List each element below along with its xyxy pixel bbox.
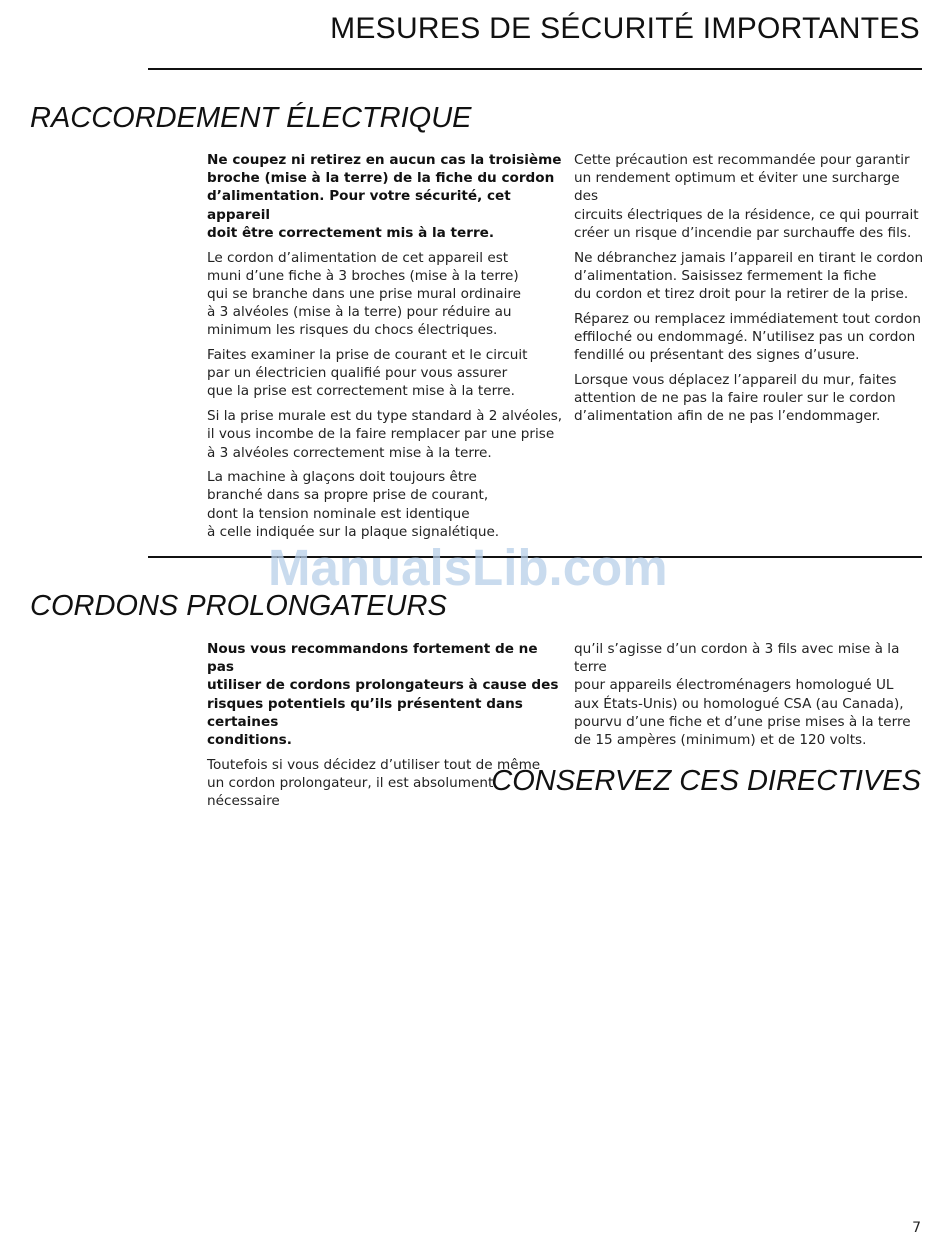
section-heading-cordons: CORDONS PROLONGATEURS	[30, 590, 447, 622]
text-line: d’alimentation. Pour votre sécurité, cet appareil	[207, 188, 511, 223]
text-line: muni d’une fiche à 3 broches (mise à la terre)	[207, 267, 519, 284]
section1-paragraph	[574, 151, 926, 242]
text-line: à 3 alvéoles correctement mise à la terre.	[207, 444, 492, 461]
text-line: risques potentiels qu’ils présentent dans certaines	[207, 695, 523, 730]
text-line: à 3 alvéoles (mise à la terre) pour réduire au	[207, 304, 512, 321]
header-divider	[148, 68, 922, 70]
text-line: La machine à glaçons doit toujours être	[207, 469, 477, 486]
text-line: doit être correctement mis à la terre.	[207, 224, 495, 241]
section1-paragraph	[574, 310, 926, 365]
watermark: ManualsLib.com	[268, 539, 668, 596]
text-line: Toutefois si vous décidez d’utiliser tout de même	[207, 756, 541, 773]
section1-paragraph	[207, 407, 567, 462]
text-line: à celle indiquée sur la plaque signalétique.	[207, 523, 500, 540]
text-line: aux États-Unis) ou homologué CSA (au Canada),	[574, 695, 904, 712]
text-line: Nous vous recommandons fortement de ne pas	[207, 641, 538, 676]
text-line: broche (mise à la terre) de la fiche du cordon	[207, 170, 555, 187]
text-line: fendillé ou présentant des signes d’usure.	[574, 347, 860, 364]
text-line: pour appareils électroménagers homologué UL	[574, 677, 894, 694]
section2-right-column	[574, 640, 926, 756]
section1-right-column	[574, 151, 926, 432]
text-line: pourvu d’une fiche et d’une prise mises à la terre	[574, 713, 911, 730]
section2-paragraph	[574, 640, 926, 749]
text-line: que la prise est correctement mise à la terre.	[207, 383, 515, 400]
text-line: Cette précaution est recommandée pour garantir	[574, 152, 910, 168]
page-header-title: MESURES DE SÉCURITÉ IMPORTANTES	[330, 12, 920, 45]
text-line: qui se branche dans une prise mural ordinaire	[207, 285, 522, 302]
text-line: créer un risque d’incendie par surchauffe des fils.	[574, 224, 912, 241]
text-line: un cordon prolongateur, il est absolument nécessaire	[207, 774, 494, 810]
text-line: il vous incombe de la faire remplacer par une prise	[207, 426, 555, 443]
text-line: attention de ne pas la faire rouler sur le cordon	[574, 389, 896, 406]
text-line: de 15 ampères (minimum) et de 120 volts.	[574, 732, 867, 749]
section-heading-raccordement: RACCORDEMENT ÉLECTRIQUE	[30, 102, 472, 134]
text-line: Le cordon d’alimentation de cet appareil est	[207, 249, 509, 266]
section1-paragraph	[574, 371, 926, 426]
section1-paragraph	[207, 249, 567, 340]
section2-lead-paragraph	[207, 640, 567, 749]
text-line: Ne débranchez jamais l’appareil en tirant le cordon	[574, 249, 924, 266]
section1-paragraph	[574, 249, 926, 304]
text-line: minimum les risques du chocs électriques.	[207, 322, 498, 339]
text-line: Ne coupez ni retirez en aucun cas la troisième	[207, 152, 562, 168]
text-line: utiliser de cordons prolongateurs à cause des	[207, 677, 559, 694]
section1-paragraph	[207, 468, 567, 541]
text-line: par un électricien qualifié pour vous assurer	[207, 365, 508, 382]
text-line: Faites examiner la prise de courant et le circuit	[207, 347, 528, 364]
section1-paragraph	[207, 346, 567, 401]
page-number: 7	[912, 1220, 921, 1236]
section1-left-column	[207, 151, 567, 548]
text-line: conditions.	[207, 732, 292, 749]
section1-lead-paragraph	[207, 151, 567, 242]
text-line: qu’il s’agisse d’un cordon à 3 fils avec mise à la terre	[574, 641, 900, 676]
text-line: Lorsque vous déplacez l’appareil du mur, faites	[574, 371, 897, 388]
text-line: Réparez ou remplacez immédiatement tout cordon	[574, 310, 921, 327]
closing-directive: CONSERVEZ CES DIRECTIVES	[491, 765, 921, 797]
text-line: branché dans sa propre prise de courant,	[207, 487, 489, 504]
text-line: effiloché ou endommagé. N’utilisez pas un cordon	[574, 328, 916, 345]
text-line: un rendement optimum et éviter une surcharge des	[574, 170, 900, 205]
text-line: circuits électriques de la résidence, ce qui pourrait	[574, 206, 919, 223]
text-line: d’alimentation afin de ne pas l’endommager.	[574, 408, 881, 425]
text-line: Si la prise murale est du type standard à 2 alvéoles,	[207, 408, 563, 425]
text-line: d’alimentation. Saisissez fermement la fiche	[574, 267, 877, 284]
text-line: du cordon et tirez droit pour la retirer de la prise.	[574, 285, 909, 302]
text-line: dont la tension nominale est identique	[207, 505, 470, 522]
